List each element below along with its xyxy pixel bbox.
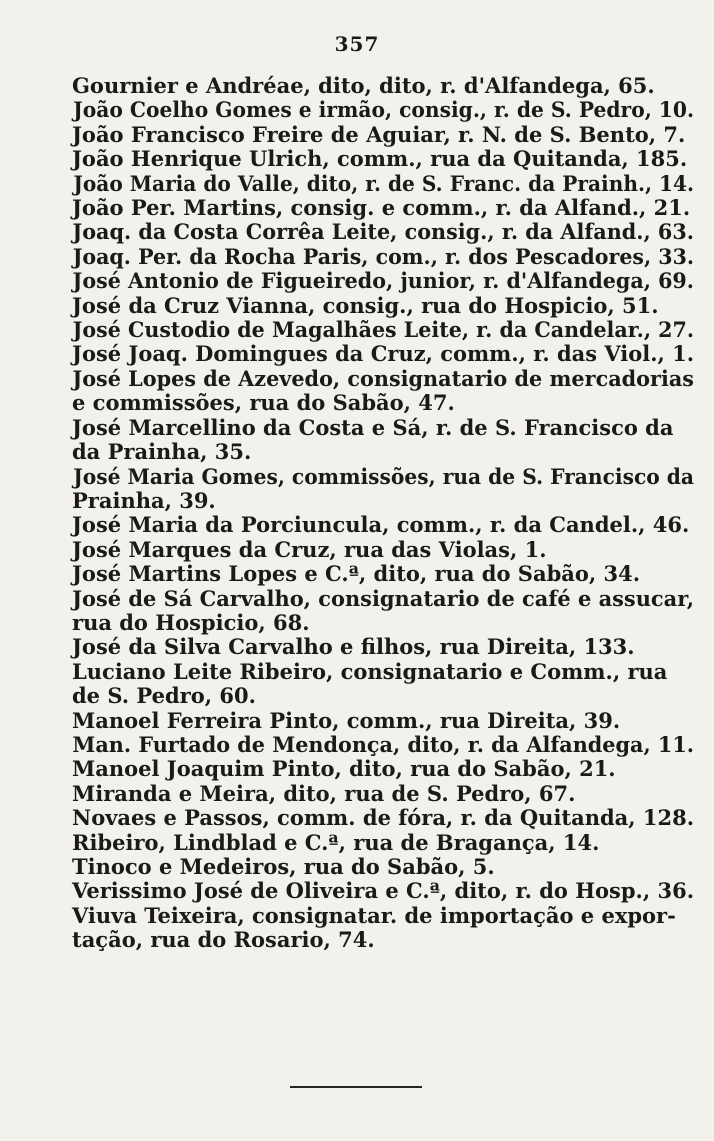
directory-entry — [72, 146, 688, 172]
entry-line: Verissimo José de Oliveira e C.ª, dito, r. do Hosp., 36. — [72, 878, 695, 904]
directory-entry — [72, 635, 662, 659]
entry-line: Joaq. da Costa Corrêa Leite, consig., r. da Alfand., 63. — [72, 219, 694, 245]
directory-entry — [72, 538, 662, 562]
entry-line: João Coelho Gomes e irmão, consig., r. de S. Pedro, 10. — [73, 97, 694, 123]
entry-line: Novaes e Passos, comm. de fóra, r. da Quitanda, 128. — [72, 805, 695, 831]
entry-line: José Antonio de Figueiredo, junior, r. d'Alfandega, 69. — [72, 268, 694, 294]
directory-entry — [72, 731, 694, 757]
directory-entry — [72, 121, 686, 147]
directory-entry — [72, 463, 695, 514]
directory-entry — [72, 878, 695, 904]
directory-entry — [72, 170, 694, 196]
directory-entry — [72, 902, 676, 953]
entry-line: Prainha, 39. — [72, 487, 216, 513]
entry-line: José Custodio de Magalhães Leite, r. da Candelar., 27. — [72, 317, 695, 343]
directory-entry — [72, 805, 695, 831]
directory-entry — [72, 195, 691, 221]
entry-line: Tinoco e Medeiros, rua do Sabão, 5. — [72, 854, 495, 879]
entry-line: Gournier e Andréae, dito, dito, r. d'Alfandega, 65. — [72, 73, 655, 98]
directory-entry — [72, 414, 674, 465]
entry-line: José Marques da Cruz, rua das Violas, 1. — [72, 536, 547, 562]
entry-line: Manoel Joaquim Pinto, dito, rua do Sabão, 21. — [72, 756, 616, 782]
directory-entry-list — [72, 73, 695, 953]
directory-entry — [72, 709, 662, 733]
entry-line: José de Sá Carvalho, consignatario de café e assucar, — [72, 585, 695, 611]
directory-entry — [72, 243, 695, 269]
entry-line: José Maria Gomes, commissões, rua de S. Francisco da — [73, 463, 695, 489]
directory-entry — [72, 341, 695, 367]
directory-entry — [72, 317, 695, 343]
entry-line: Ribeiro, Lindblad e C.ª, rua de Bragança, 14. — [72, 829, 600, 855]
entry-line: Manoel Ferreira Pinto, comm., rua Direita, 39. — [72, 707, 621, 733]
directory-entry — [72, 831, 662, 855]
entry-line: Viuva Teixeira, consignatar. de importação e expor- — [72, 902, 676, 928]
entry-line: Luciano Leite Ribeiro, consignatario e Comm., rua — [72, 658, 668, 684]
closing-rule — [290, 1086, 422, 1088]
directory-entry — [72, 757, 662, 781]
directory-entry — [72, 855, 662, 879]
directory-entry — [72, 562, 662, 586]
directory-entry — [72, 294, 662, 318]
entry-line: José Lopes de Azevedo, consignatario de mercadorias — [72, 365, 694, 391]
directory-entry — [72, 268, 694, 294]
entry-line: João Maria do Valle, dito, r. de S. Franc. da Prainh., 14. — [73, 170, 694, 196]
entry-line: de S. Pedro, 60. — [72, 683, 256, 709]
directory-entry — [72, 585, 695, 636]
entry-line: rua do Hospicio, 68. — [72, 609, 310, 635]
entry-line: José Maria da Porciuncula, comm., r. da Candel., 46. — [72, 512, 690, 538]
page-number: 357 — [334, 32, 380, 56]
entry-line: José da Silva Carvalho e filhos, rua Direita, 133. — [72, 634, 635, 660]
entry-line: Man. Furtado de Mendonça, dito, r. da Alfandega, 11. — [72, 731, 694, 757]
entry-line: José Marcellino da Costa e Sá, r. de S. Francisco da — [72, 414, 674, 440]
entry-line: da Prainha, 35. — [72, 439, 252, 465]
entry-line: tação, rua do Rosario, 74. — [72, 927, 375, 953]
directory-entry — [72, 365, 694, 416]
entry-line: João Francisco Freire de Aguiar, r. N. de S. Bento, 7. — [72, 121, 686, 147]
entry-line: e commissões, rua do Sabão, 47. — [72, 390, 455, 416]
entry-line: Miranda e Meira, dito, rua de S. Pedro, 67. — [72, 780, 576, 806]
directory-entry — [72, 74, 662, 98]
directory-entry — [72, 219, 694, 245]
entry-line: José Martins Lopes e C.ª, dito, rua do Sabão, 34. — [72, 561, 641, 587]
directory-entry — [72, 658, 668, 709]
entry-line: José Joaq. Domingues da Cruz, comm., r. das Viol., 1. — [72, 341, 695, 367]
directory-entry — [72, 782, 662, 806]
directory-entry — [72, 97, 694, 123]
entry-line: Joaq. Per. da Rocha Paris, com., r. dos Pescadores, 33. — [72, 243, 695, 269]
directory-entry — [72, 512, 690, 538]
entry-line: José da Cruz Vianna, consig., rua do Hospicio, 51. — [72, 292, 659, 318]
entry-line: João Henrique Ulrich, comm., rua da Quitanda, 185. — [72, 146, 688, 172]
entry-line: João Per. Martins, consig. e comm., r. da Alfand., 21. — [72, 195, 691, 221]
